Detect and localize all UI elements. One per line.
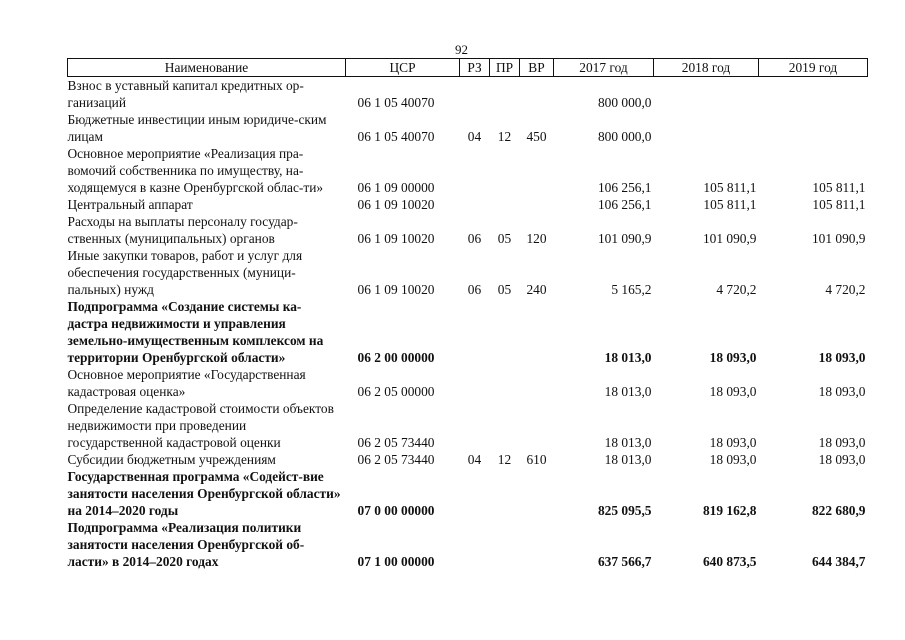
cell-rz (460, 77, 490, 112)
table-row (68, 451, 868, 468)
cell-name: Расходы на выплаты персоналу государ-ственных (муниципальных) органов (67, 214, 298, 246)
cell-pr (490, 196, 520, 213)
cell-vr: 120 (526, 231, 547, 246)
header-2017: 2017 год (554, 59, 654, 77)
cell-2019: 644 384,7 (811, 554, 866, 569)
cell-2018 (654, 77, 759, 112)
cell-csr: 07 0 00 00000 (357, 503, 435, 518)
table-row (68, 77, 868, 112)
cell-2018: 640 873,5 (702, 554, 757, 569)
cell-name: Основное мероприятие «Реализация пра-вомочий собственника по имуществу, на-ходящемуся в казне Оренбургской облас-ти» (67, 146, 324, 195)
cell-rz: 06 (467, 231, 482, 246)
table-row (68, 196, 868, 213)
cell-vr: 450 (526, 129, 547, 144)
table-row (68, 111, 868, 145)
cell-2017: 18 013,0 (604, 435, 652, 450)
cell-csr: 06 1 05 40070 (357, 129, 435, 144)
table-row (68, 213, 868, 247)
cell-pr: 05 (497, 282, 512, 297)
cell-2019: 4 720,2 (825, 282, 866, 297)
cell-2018: 18 093,0 (709, 452, 757, 467)
cell-name: Подпрограмма «Реализация политики занятости населения Оренбургской об-ласти» в 2014–2020 годах (67, 520, 305, 569)
cell-pr: 05 (497, 231, 512, 246)
cell-2017: 825 095,5 (597, 503, 652, 518)
table-row (68, 468, 868, 519)
header-pr: ПР (490, 59, 520, 77)
cell-rz: 04 (467, 452, 482, 467)
cell-vr (520, 468, 554, 519)
cell-pr: 12 (497, 129, 512, 144)
cell-vr (520, 400, 554, 451)
table-row (68, 400, 868, 451)
cell-name: Подпрограмма «Создание системы ка-дастра недвижимости и управления земельно-имущественным комплексом на территории Оренбургской области» (67, 299, 324, 365)
cell-rz (460, 298, 490, 366)
cell-pr (490, 468, 520, 519)
cell-rz (460, 366, 490, 400)
table-header-row (68, 59, 868, 77)
cell-csr: 06 1 05 40070 (357, 95, 435, 110)
cell-rz: 04 (467, 129, 482, 144)
cell-csr: 06 1 09 00000 (357, 180, 435, 195)
cell-2019: 822 680,9 (811, 503, 866, 518)
cell-vr (520, 298, 554, 366)
cell-2019: 18 093,0 (818, 452, 866, 467)
cell-2018: 105 811,1 (703, 180, 757, 195)
cell-name: Иные закупки товаров, работ и услуг для обеспечения государственных (муници-пальных) нужд (67, 248, 303, 297)
cell-pr: 12 (497, 452, 512, 467)
cell-2018: 18 093,0 (709, 350, 757, 365)
header-2018: 2018 год (654, 59, 759, 77)
cell-pr (490, 145, 520, 196)
cell-pr (490, 519, 520, 570)
cell-vr (520, 77, 554, 112)
cell-2017: 800 000,0 (597, 129, 652, 144)
cell-vr (520, 519, 554, 570)
cell-2018: 4 720,2 (716, 282, 757, 297)
cell-2018: 101 090,9 (702, 231, 757, 246)
cell-2019: 18 093,0 (818, 350, 866, 365)
cell-csr: 06 2 05 73440 (357, 435, 435, 450)
cell-csr: 06 2 00 00000 (357, 350, 435, 365)
cell-rz (460, 145, 490, 196)
cell-csr: 06 1 09 10020 (357, 282, 435, 297)
cell-rz (460, 400, 490, 451)
cell-2017: 800 000,0 (597, 95, 652, 110)
cell-csr: 06 2 05 73440 (357, 452, 435, 467)
cell-rz (460, 196, 490, 213)
table-body (68, 77, 868, 571)
cell-2019 (759, 77, 868, 112)
cell-2018: 18 093,0 (709, 384, 757, 399)
cell-rz (460, 519, 490, 570)
header-vr: ВР (520, 59, 554, 77)
cell-2017: 106 256,1 (597, 180, 652, 195)
cell-2018: 819 162,8 (702, 503, 757, 518)
table-row (68, 247, 868, 298)
cell-csr: 06 2 05 00000 (357, 384, 435, 399)
cell-name: Основное мероприятие «Государственная кадастровая оценка» (67, 367, 306, 399)
page-number: 92 (455, 42, 468, 57)
cell-vr (520, 366, 554, 400)
header-2019: 2019 год (759, 59, 868, 77)
cell-pr (490, 366, 520, 400)
cell-name: Субсидии бюджетным учреждениям (67, 452, 276, 467)
table-row (68, 298, 868, 366)
cell-pr (490, 298, 520, 366)
cell-rz: 06 (467, 282, 482, 297)
cell-pr (490, 400, 520, 451)
cell-2017: 101 090,9 (597, 231, 652, 246)
cell-2017: 637 566,7 (597, 554, 652, 569)
cell-2018: 18 093,0 (709, 435, 757, 450)
cell-pr (490, 77, 520, 112)
cell-2019 (759, 111, 868, 145)
cell-name: Центральный аппарат (67, 197, 193, 212)
cell-name: Взнос в уставный капитал кредитных ор-ганизаций (67, 78, 304, 110)
cell-name: Государственная программа «Содейст-вие занятости населения Оренбургской области» на 2014–2020 годы (67, 469, 341, 518)
cell-2017: 18 013,0 (604, 384, 652, 399)
cell-vr: 240 (526, 282, 547, 297)
budget-table (67, 58, 868, 570)
cell-2017: 18 013,0 (604, 350, 652, 365)
table-row (68, 366, 868, 400)
cell-name: Определение кадастровой стоимости объектов недвижимости при проведении государственной кадастровой оценки (67, 401, 334, 450)
cell-csr: 06 1 09 10020 (357, 231, 435, 246)
cell-vr: 610 (526, 452, 547, 467)
cell-2019: 18 093,0 (818, 435, 866, 450)
cell-2019: 18 093,0 (818, 384, 866, 399)
cell-2017: 18 013,0 (604, 452, 652, 467)
cell-2018: 105 811,1 (703, 197, 757, 212)
cell-vr (520, 196, 554, 213)
cell-csr: 06 1 09 10020 (357, 197, 435, 212)
cell-2018 (654, 111, 759, 145)
header-rz: РЗ (460, 59, 490, 77)
cell-2017: 5 165,2 (611, 282, 652, 297)
cell-2019: 105 811,1 (812, 197, 866, 212)
cell-rz (460, 468, 490, 519)
header-csr: ЦСР (346, 59, 460, 77)
table-row (68, 519, 868, 570)
table-row (68, 145, 868, 196)
cell-2019: 105 811,1 (812, 180, 866, 195)
cell-vr (520, 145, 554, 196)
header-name: Наименование (68, 59, 346, 77)
cell-csr: 07 1 00 00000 (357, 554, 435, 569)
cell-2019: 101 090,9 (811, 231, 866, 246)
cell-name: Бюджетные инвестиции иным юридиче-ским лицам (67, 112, 327, 144)
cell-2017: 106 256,1 (597, 197, 652, 212)
